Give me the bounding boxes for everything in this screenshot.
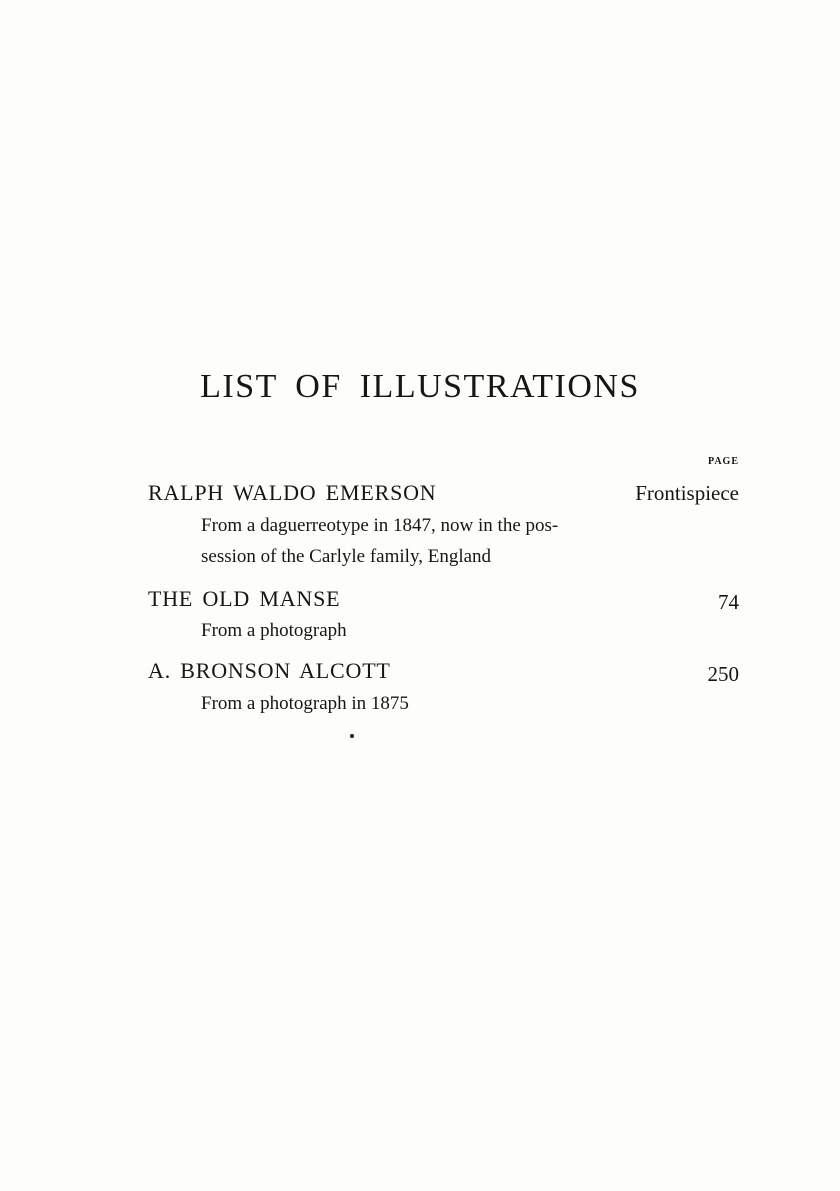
illustration-note-line: From a photograph xyxy=(201,620,347,641)
illustration-page-old-manse: 74 xyxy=(718,590,739,614)
illustration-title-old-manse: THE OLD MANSE xyxy=(148,586,341,611)
illustration-note-line: From a daguerreotype in 1847, now in the pos- xyxy=(201,515,559,536)
illustration-note-line: From a photograph in 1875 xyxy=(201,693,409,714)
illustration-note-line: session of the Carlyle family, England xyxy=(201,546,492,567)
illustration-title-alcott: A. BRONSON ALCOTT xyxy=(148,658,391,683)
illustration-page-emerson: Frontispiece xyxy=(635,481,739,505)
page-column-header: PAGE xyxy=(707,456,739,467)
page-title: LIST OF ILLUSTRATIONS xyxy=(200,368,640,405)
illustration-note-old-manse xyxy=(201,615,691,646)
illustration-note-alcott xyxy=(201,688,691,719)
illustration-note-emerson xyxy=(201,510,691,572)
illustration-title-emerson: RALPH WALDO EMERSON xyxy=(148,480,437,505)
dot-ornament xyxy=(350,734,354,738)
illustration-page-alcott: 250 xyxy=(707,662,739,686)
